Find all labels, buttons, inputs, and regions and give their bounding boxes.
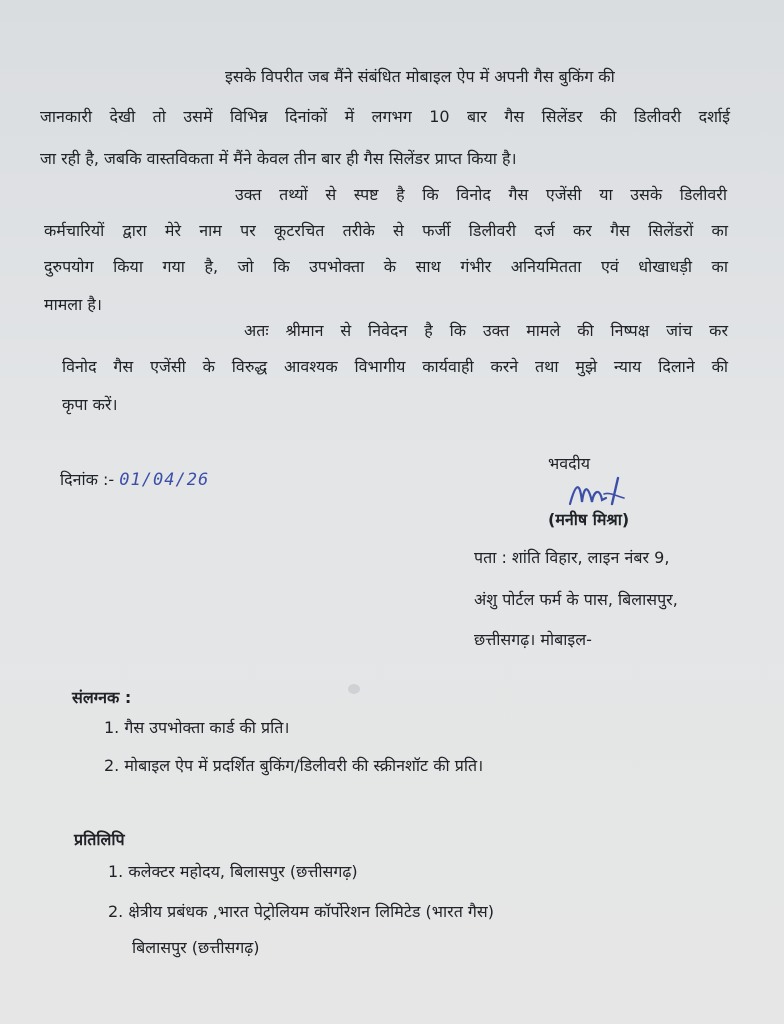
date-value: 01/04/26	[119, 470, 210, 490]
enclosure-item-2: 2. मोबाइल ऐप में प्रदर्शित बुकिंग/डिलीवरी की स्क्रीनशॉट की प्रति।	[104, 756, 484, 775]
para2-line4: मामला है।	[44, 295, 102, 314]
address-line1: पता : शांति विहार, लाइन नंबर 9,	[474, 548, 670, 567]
para2-line1: उक्त तथ्यों से स्पष्ट है कि विनोद गैस एजेंसी या उसके डिलीवरी	[235, 185, 727, 204]
para1-line1: इसके विपरीत जब मैंने संबंधित मोबाइल ऐप में अपनी गैस बुकिंग की	[225, 67, 615, 86]
enclosures-heading: संलग्नक :	[72, 688, 132, 707]
para3-line1: अतः श्रीमान से निवेदन है कि उक्त मामले की निष्पक्ष जांच कर	[244, 321, 728, 340]
address-line3: छत्तीसगढ़। मोबाइल-	[474, 630, 592, 649]
para3-line2: विनोद गैस एजेंसी के विरुद्ध आवश्यक विभागीय कार्यवाही करने तथा मुझे न्याय दिलाने की	[62, 357, 728, 376]
sender-name: (मनीष मिश्रा)	[548, 510, 630, 529]
para1-line2: जानकारी देखी तो उसमें विभिन्न दिनांकों में लगभग 10 बार गैस सिलेंडर की डिलीवरी दर्शाई	[40, 107, 730, 126]
date-row	[60, 468, 209, 490]
enclosure-item-1: 1. गैस उपभोक्ता कार्ड की प्रति।	[104, 718, 290, 737]
para1-line3: जा रही है, जबकि वास्तविकता में मैंने केवल तीन बार ही गैस सिलेंडर प्राप्त किया है।	[40, 149, 517, 168]
handwritten-signature	[566, 474, 646, 510]
para2-line2: कर्मचारियों द्वारा मेरे नाम पर कूटरचित तरीके से फर्जी डिलीवरी दर्ज कर गैस सिलेंडरों का	[44, 221, 728, 240]
closing-text: भवदीय	[548, 454, 591, 473]
para3-line3: कृपा करें।	[62, 395, 118, 414]
copies-heading: प्रतिलिपि	[74, 830, 125, 849]
para2-line3: दुरुपयोग किया गया है, जो कि उपभोक्ता के साथ गंभीर अनियमितता एवं धोखाधड़ी का	[44, 257, 728, 276]
copy-item-1: 1. कलेक्टर महोदय, बिलासपुर (छत्तीसगढ़)	[108, 862, 358, 881]
copy-item-2: 2. क्षेत्रीय प्रबंधक ,भारत पेट्रोलियम कॉर्पोरेशन लिमिटेड (भारत गैस)	[108, 902, 494, 921]
date-label: दिनांक :-	[60, 470, 115, 489]
signature-block	[548, 452, 590, 474]
copy-item-2-cont: बिलासपुर (छत्तीसगढ़)	[132, 938, 260, 957]
address-line2: अंशु पोर्टल फर्म के पास, बिलासपुर,	[474, 590, 678, 609]
paper-smudge	[348, 684, 360, 694]
